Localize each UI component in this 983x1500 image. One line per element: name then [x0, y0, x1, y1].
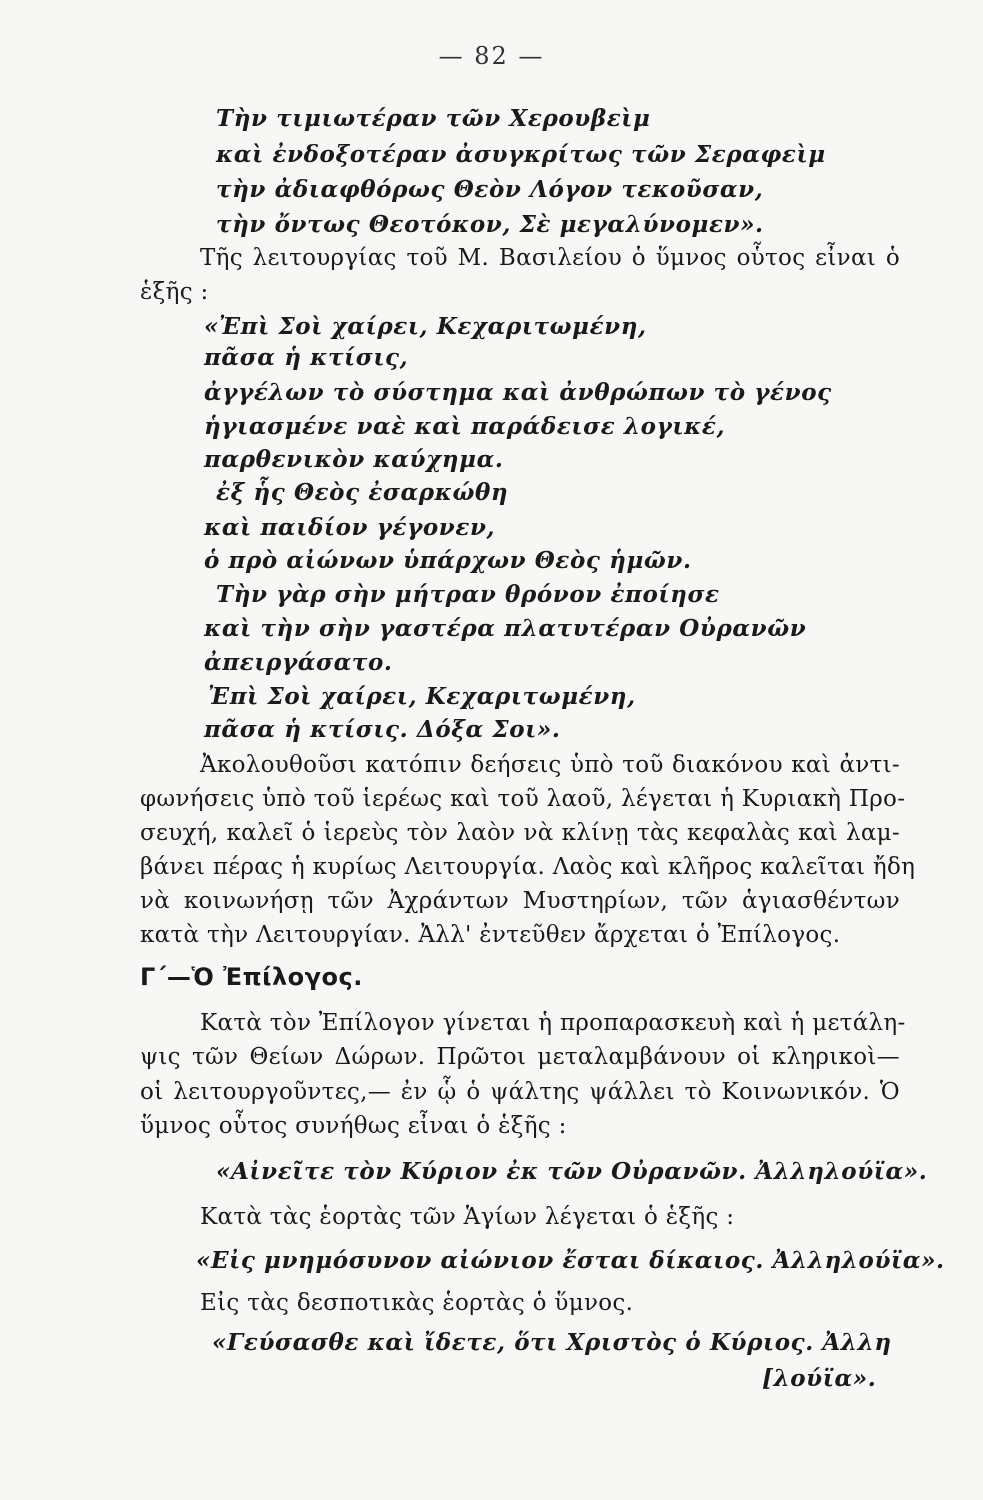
prose-line: ψις τῶν Θείων Δώρων. Πρῶτοι μεταλαμβάνουν οἱ κληρικοὶ—: [140, 1044, 900, 1070]
section-heading: Γ΄—Ὁ Ἐπίλογος.: [140, 963, 363, 991]
prose-line: νὰ κοινωνήσῃ τῶν Ἀχράντων Μυστηρίων, τῶν ἁγιασθέντων: [140, 888, 900, 914]
prose-line: φωνήσεις ὑπὸ τοῦ ἱερέως καὶ τοῦ λαοῦ, λέγεται ἡ Κυριακὴ Προ-: [140, 786, 906, 812]
hymn-line: Ἐπὶ Σοὶ χαίρει, Κεχαριτωμένη,: [208, 683, 636, 710]
hymn-line: πᾶσα ἡ κτίσις,: [204, 344, 409, 371]
hymn-line: «Ἐπὶ Σοὶ χαίρει, Κεχαριτωμένη,: [204, 313, 647, 340]
prose-line: ὕμνος οὗτος συνήθως εἶναι ὁ ἑξῆς :: [140, 1113, 567, 1139]
prose-line: Ἀκολουθοῦσι κατόπιν δεήσεις ὑπὸ τοῦ διακόνου καὶ ἀντι-: [200, 752, 900, 778]
prose-line: Κατὰ τὸν Ἐπίλογον γίνεται ἡ προπαρασκευὴ καὶ ἡ μετάλη-: [200, 1010, 906, 1036]
hymn-line: [λούϊα».: [762, 1365, 877, 1392]
hymn-line: ἐξ ἧς Θεὸς ἐσαρκώθη: [216, 479, 509, 506]
hymn-line: παρθενικὸν καύχημα.: [204, 446, 504, 473]
hymn-line: «Αἰνεῖτε τὸν Κύριον ἐκ τῶν Οὐρανῶν. Ἀλληλούϊα».: [216, 1158, 928, 1185]
prose-line: ἑξῆς :: [140, 279, 209, 305]
hymn-line: Τὴν τιμιωτέραν τῶν Χερουβεὶμ: [216, 105, 651, 132]
page-number: — 82 —: [438, 42, 545, 70]
hymn-line: καὶ παιδίον γέγονεν,: [204, 514, 496, 541]
prose-line: Τῆς λειτουργίας τοῦ Μ. Βασιλείου ὁ ὕμνος οὗτος εἶναι ὁ: [200, 245, 900, 271]
hymn-line: ὁ πρὸ αἰώνων ὑπάρχων Θεὸς ἡμῶν.: [204, 547, 692, 574]
hymn-line: καὶ τὴν σὴν γαστέρα πλατυτέραν Οὐρανῶν: [204, 615, 807, 642]
hymn-line: τὴν ἀδιαφθόρως Θεὸν Λόγον τεκοῦσαν,: [216, 176, 764, 203]
prose-line: Κατὰ τὰς ἑορτὰς τῶν Ἁγίων λέγεται ὁ ἑξῆς :: [200, 1204, 735, 1230]
hymn-line: τὴν ὄντως Θεοτόκον, Σὲ μεγαλύνομεν».: [216, 211, 764, 238]
prose-line: οἱ λειτουργοῦντες,— ἐν ᾧ ὁ ψάλτης ψάλλει τὸ Κοινωνικόν. Ὁ: [140, 1079, 900, 1105]
hymn-line: ἀπειργάσατο.: [204, 649, 393, 676]
hymn-line: ἀγγέλων τὸ σύστημα καὶ ἀνθρώπων τὸ γένος: [204, 379, 832, 406]
hymn-line: «Εἰς μνημόσυνον αἰώνιον ἔσται δίκαιος. Ἀλληλούϊα».: [196, 1247, 945, 1274]
hymn-line: «Γεύσασθε καὶ ἴδετε, ὅτι Χριστὸς ὁ Κύριος. Ἀλλη: [212, 1329, 892, 1356]
hymn-line: πᾶσα ἡ κτίσις. Δόξα Σοι».: [204, 716, 561, 743]
prose-line: κατὰ τὴν Λειτουργίαν. Ἀλλ' ἐντεῦθεν ἄρχεται ὁ Ἐπίλογος.: [140, 922, 841, 948]
prose-line: σευχή, καλεῖ ὁ ἱερεὺς τὸν λαὸν νὰ κλίνῃ τὰς κεφαλὰς καὶ λαμ-: [140, 820, 900, 846]
hymn-line: Τὴν γὰρ σὴν μήτραν θρόνον ἐποίησε: [216, 581, 720, 608]
prose-line: Εἰς τὰς δεσποτικὰς ἑορτὰς ὁ ὕμνος.: [200, 1290, 634, 1316]
hymn-line: ἡγιασμένε ναὲ καὶ παράδεισε λογικέ,: [204, 413, 726, 440]
hymn-line: καὶ ἐνδοξοτέραν ἀσυγκρίτως τῶν Σεραφεὶμ: [216, 141, 826, 168]
prose-line: βάνει πέρας ἡ κυρίως Λειτουργία. Λαὸς καὶ κλῆρος καλεῖται ἤδη: [140, 854, 916, 880]
